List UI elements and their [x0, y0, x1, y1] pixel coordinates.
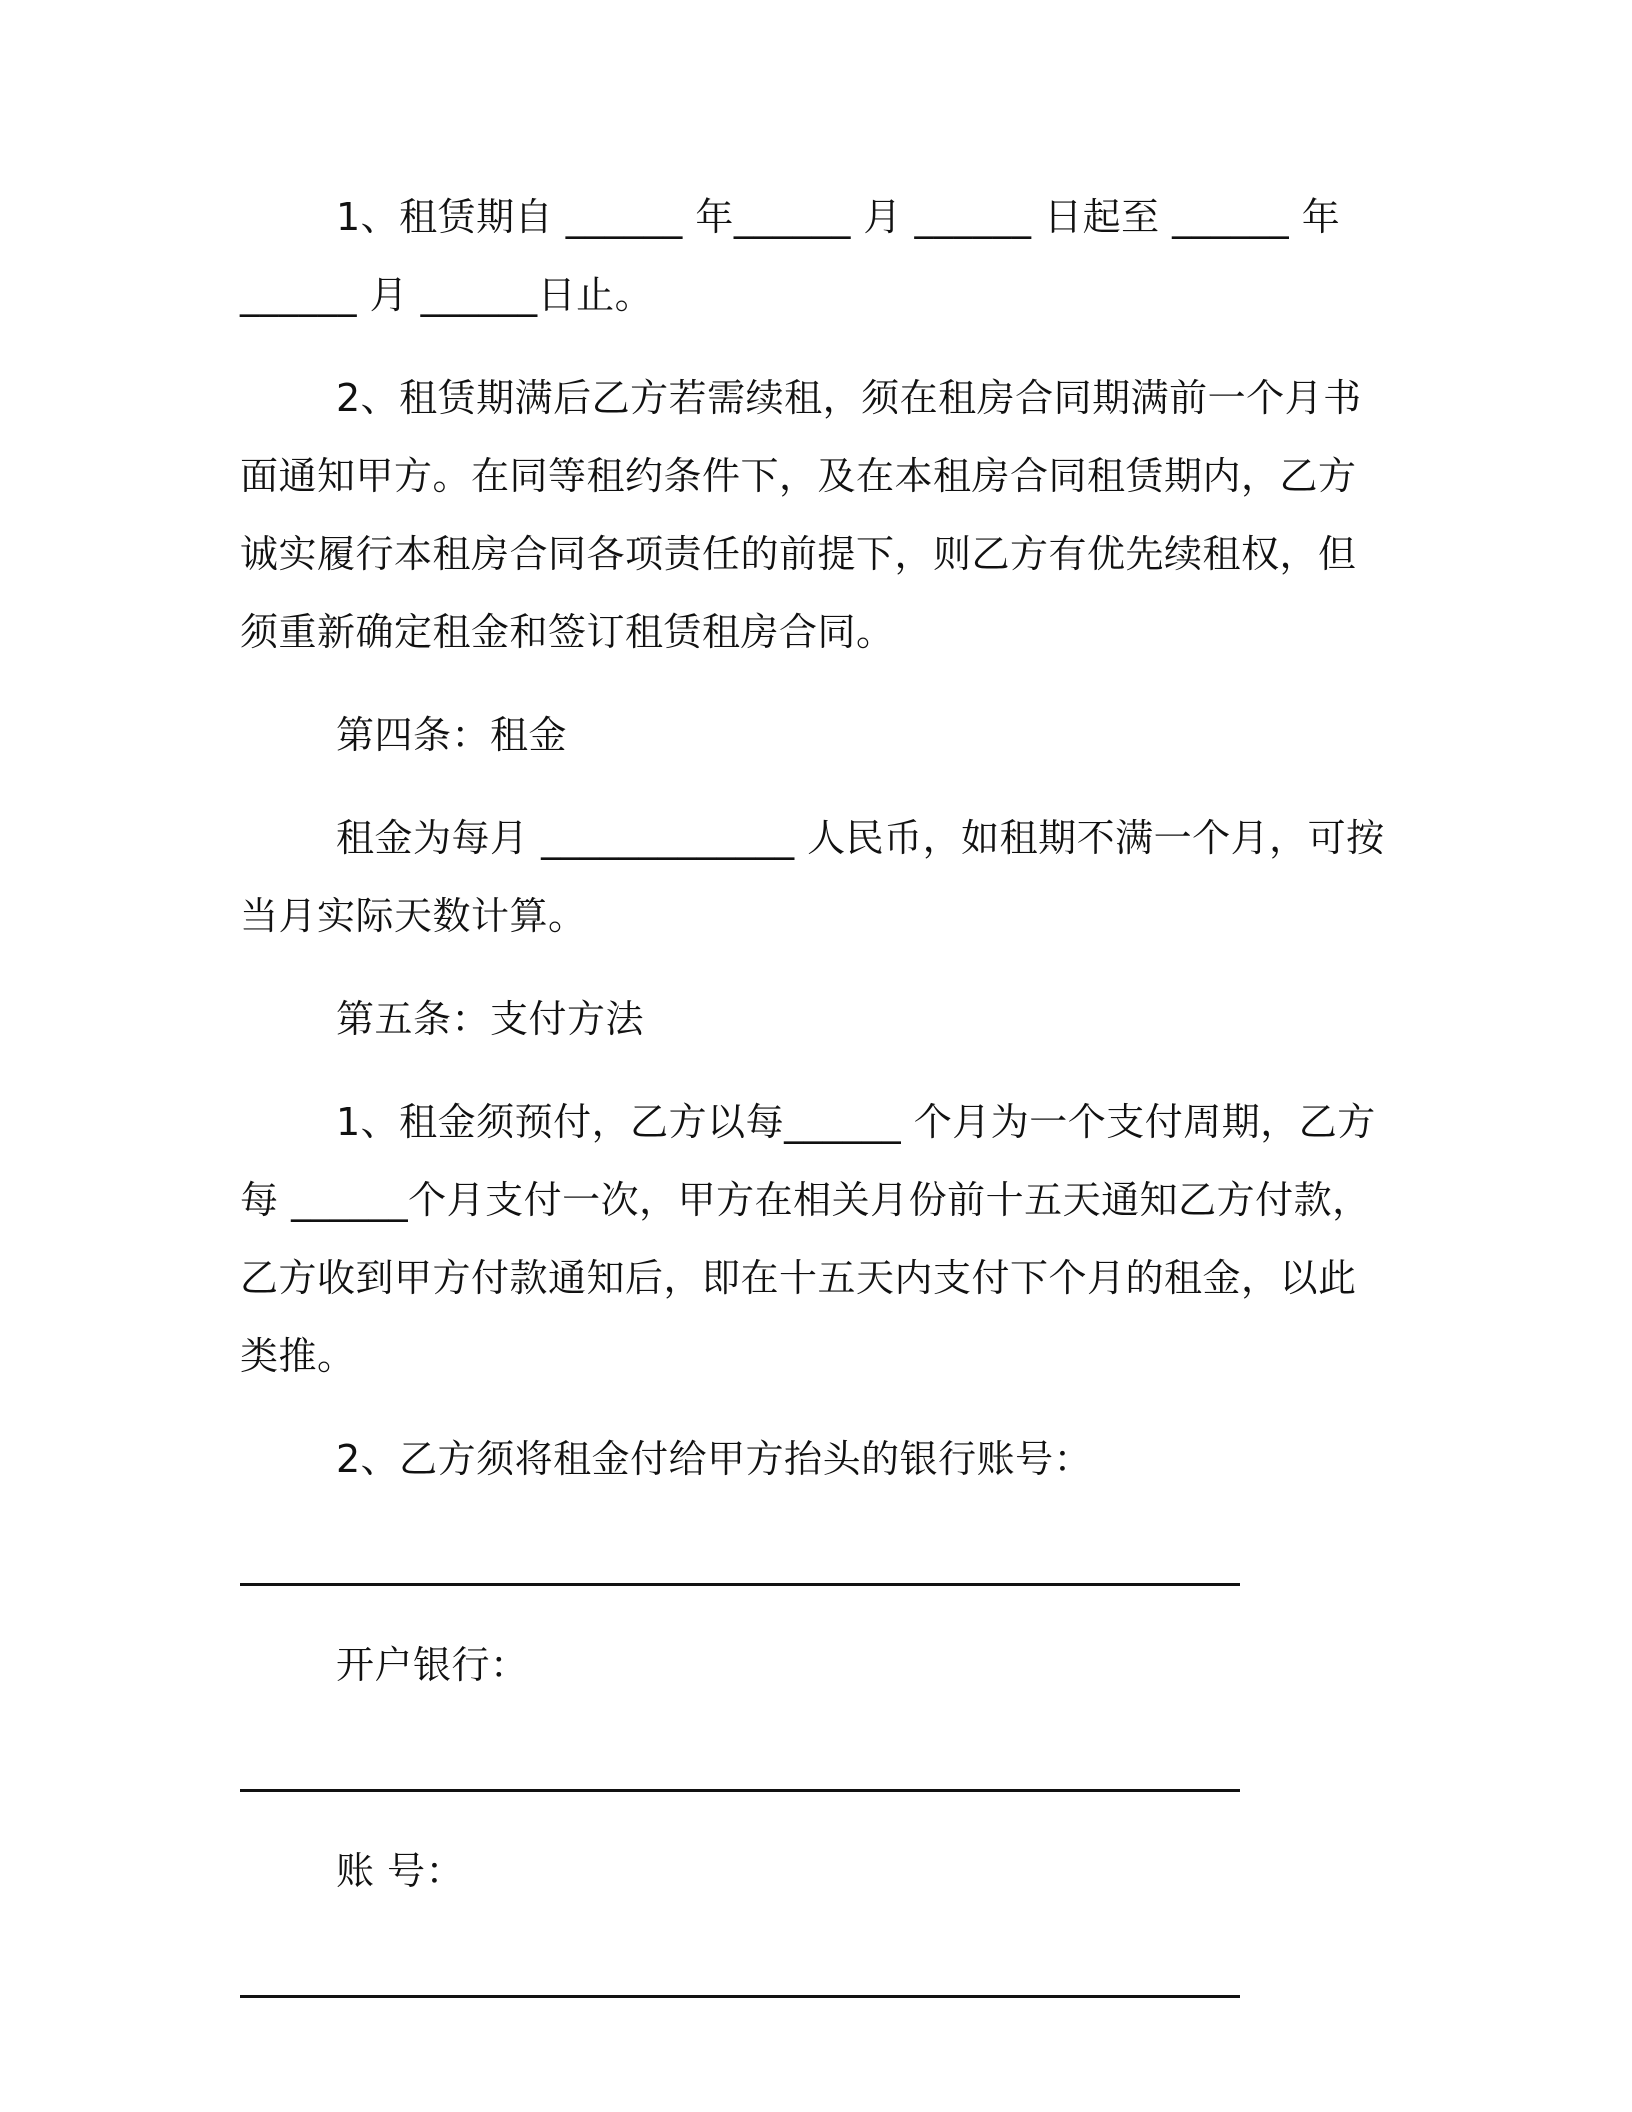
article-four-heading: 第四条：租金 [336, 713, 568, 757]
bank-name-label: 开户银行： [336, 1643, 529, 1687]
account-number-blank-line [240, 1935, 1390, 2013]
underline-rule [240, 1583, 1240, 1586]
article-five-heading: 第五条：支付方法 [336, 997, 645, 1041]
bank-account-clause: 2、乙方须将租金付给甲方抬头的银行账号： [336, 1437, 1093, 1481]
document-body [240, 178, 1390, 2038]
lease-term-clause: 1、租赁期自 ______ 年______ 月 ______ 日起至 ______ 年 ______ 月 ______日止。 [240, 195, 1353, 317]
account-number-label: 账 号： [336, 1849, 465, 1893]
prepayment-clause: 1、租金须预付，乙方以每______ 个月为一个支付周期，乙方每 ______个月支付一次，甲方在相关月份前十五天通知乙方付款，乙方收到甲方付款通知后，即在十五天内支付下个月的租金，以此类推。 [240, 1100, 1376, 1378]
bank-name-blank-line [240, 1729, 1390, 1807]
underline-rule [240, 1995, 1240, 1998]
renewal-clause: 2、租赁期满后乙方若需续租，须在租房合同期满前一个月书面通知甲方。在同等租约条件下，及在本租房合同租赁期内，乙方诚实履行本租房合同各项责任的前提下，则乙方有优先续租权，但须重新确定租金和签订租赁租房合同。 [240, 376, 1362, 654]
bank-account-blank-line [240, 1523, 1390, 1601]
underline-rule [240, 1789, 1240, 1792]
rent-amount-clause: 租金为每月 _____________ 人民币，如租期不满一个月，可按当月实际天数计算。 [240, 816, 1385, 938]
